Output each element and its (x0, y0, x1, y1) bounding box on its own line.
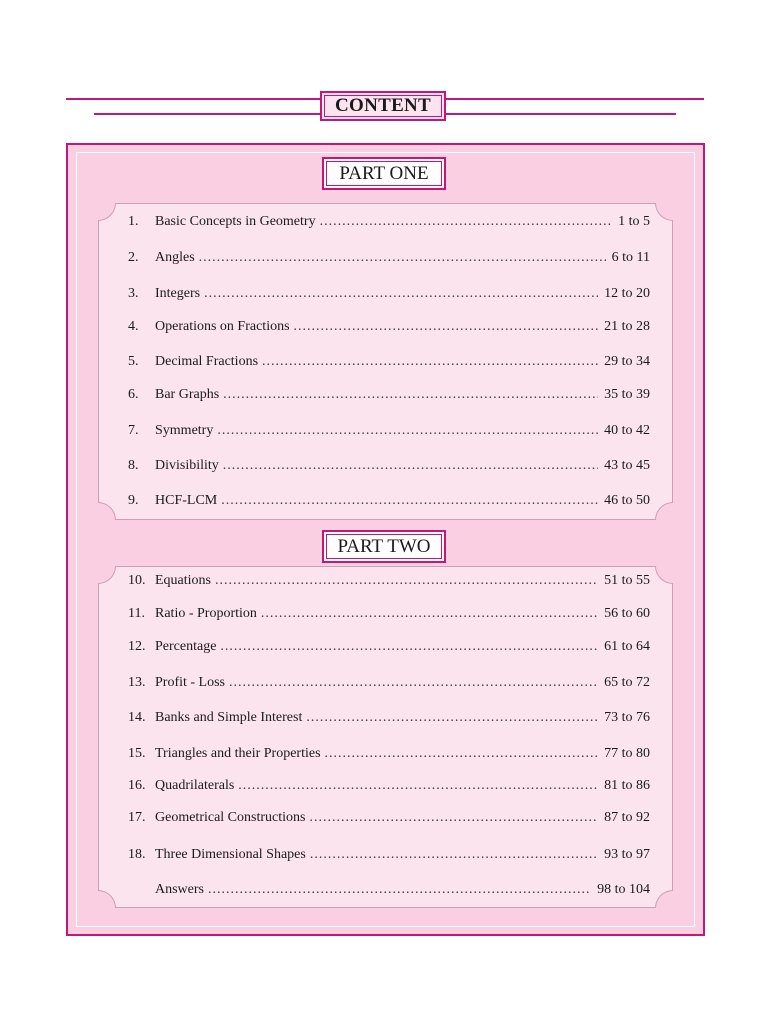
toc-entry-title: Triangles and their Properties (155, 746, 321, 761)
toc-entry-pages: 1 to 5 (618, 214, 650, 229)
toc-leader-dots (217, 423, 598, 439)
toc-entry-title: Geometrical Constructions (155, 810, 306, 825)
toc-entry (128, 214, 650, 234)
toc-entry-pages: 87 to 92 (604, 810, 650, 825)
toc-entry-number: 11. (128, 606, 145, 621)
toc-entry-title: Quadrilaterals (155, 778, 235, 793)
header-rule-left-bottom (94, 113, 320, 115)
toc-leader-dots (238, 778, 598, 794)
part-two-title-box (322, 530, 446, 563)
toc-leader-dots (223, 458, 598, 474)
toc-entry-title: Bar Graphs (155, 387, 220, 402)
toc-entry-number: 1. (128, 214, 139, 229)
toc-entry (128, 319, 650, 339)
toc-entry-title: Basic Concepts in Geometry (155, 214, 316, 229)
content-heading: CONTENT (334, 95, 432, 116)
toc-entry-number: 15. (128, 746, 146, 761)
toc-entry-number: 17. (128, 810, 146, 825)
toc-entry (128, 250, 650, 270)
toc-entry-title: Equations (155, 573, 211, 588)
toc-entry-pages: 35 to 39 (604, 387, 650, 402)
toc-entry-pages: 46 to 50 (604, 493, 650, 508)
header-rule-right-bottom (446, 113, 676, 115)
toc-leader-dots (223, 387, 598, 403)
toc-entry-number: 9. (128, 493, 139, 508)
toc-entry-number: 7. (128, 423, 139, 438)
toc-entry-title: Divisibility (155, 458, 219, 473)
toc-entry (128, 493, 650, 513)
toc-entry-number: 5. (128, 354, 139, 369)
toc-entry-pages: 43 to 45 (604, 458, 650, 473)
toc-entry-pages: 21 to 28 (604, 319, 650, 334)
toc-entry (128, 423, 650, 443)
toc-entry (128, 882, 650, 902)
part-two-title: PART TWO (337, 535, 431, 557)
toc-entry-number: 2. (128, 250, 139, 265)
toc-leader-dots (262, 354, 598, 370)
part-one-title-box (322, 157, 446, 190)
toc-entry-number: 14. (128, 710, 146, 725)
toc-entry-pages: 40 to 42 (604, 423, 650, 438)
toc-entry-number: 16. (128, 778, 146, 793)
toc-entry (128, 573, 650, 593)
content-heading-box (320, 91, 446, 121)
toc-entry (128, 810, 650, 830)
toc-entry (128, 606, 650, 626)
toc-leader-dots (215, 573, 598, 589)
toc-entry (128, 746, 650, 766)
toc-entry-pages: 77 to 80 (604, 746, 650, 761)
toc-entry-title: Profit - Loss (155, 675, 225, 690)
toc-entry (128, 847, 650, 867)
toc-entry-title: HCF-LCM (155, 493, 218, 508)
toc-leader-dots (208, 882, 591, 898)
toc-entry (128, 710, 650, 730)
toc-entry-pages: 93 to 97 (604, 847, 650, 862)
toc-leader-dots (261, 606, 598, 622)
toc-entry-pages: 61 to 64 (604, 639, 650, 654)
toc-entry-pages: 56 to 60 (604, 606, 650, 621)
toc-entry-pages: 12 to 20 (604, 286, 650, 301)
toc-entry-number: 4. (128, 319, 139, 334)
header-rule-left-top (66, 98, 320, 100)
toc-leader-dots (204, 286, 598, 302)
toc-entry-pages: 98 to 104 (597, 882, 650, 897)
toc-entry (128, 458, 650, 478)
toc-entry-title: Answers (155, 882, 204, 897)
toc-entry-title: Percentage (155, 639, 217, 654)
toc-entry-pages: 81 to 86 (604, 778, 650, 793)
toc-entry (128, 778, 650, 798)
header-rule-right-top (446, 98, 704, 100)
toc-entry-number: 18. (128, 847, 146, 862)
toc-entry (128, 286, 650, 306)
toc-entry (128, 675, 650, 695)
toc-entry (128, 354, 650, 374)
toc-leader-dots (310, 847, 598, 863)
toc-entry-number: 6. (128, 387, 139, 402)
toc-entry-number: 12. (128, 639, 146, 654)
toc-entry-title: Angles (155, 250, 195, 265)
toc-leader-dots (220, 639, 598, 655)
part-one-title: PART ONE (339, 162, 429, 184)
toc-entry (128, 387, 650, 407)
toc-entry-pages: 29 to 34 (604, 354, 650, 369)
toc-entry-title: Operations on Fractions (155, 319, 290, 334)
toc-entry-title: Ratio - Proportion (155, 606, 257, 621)
toc-leader-dots (320, 214, 613, 230)
toc-entry-title: Symmetry (155, 423, 214, 438)
toc-entry-number: 8. (128, 458, 139, 473)
toc-leader-dots (325, 746, 599, 762)
toc-entry-title: Integers (155, 286, 201, 301)
toc-leader-dots (229, 675, 598, 691)
toc-leader-dots (221, 493, 598, 509)
toc-entry-number: 10. (128, 573, 146, 588)
toc-entry (128, 639, 650, 659)
toc-entry-title: Banks and Simple Interest (155, 710, 303, 725)
toc-leader-dots (306, 710, 598, 726)
toc-entry-pages: 6 to 11 (611, 250, 650, 265)
toc-leader-dots (199, 250, 606, 266)
toc-entry-pages: 51 to 55 (604, 573, 650, 588)
toc-entry-pages: 73 to 76 (604, 710, 650, 725)
toc-leader-dots (309, 810, 598, 826)
toc-entry-number: 3. (128, 286, 139, 301)
toc-entry-pages: 65 to 72 (604, 675, 650, 690)
toc-entry-number: 13. (128, 675, 146, 690)
toc-entry-title: Three Dimensional Shapes (155, 847, 306, 862)
toc-entry-title: Decimal Fractions (155, 354, 259, 369)
toc-leader-dots (294, 319, 599, 335)
